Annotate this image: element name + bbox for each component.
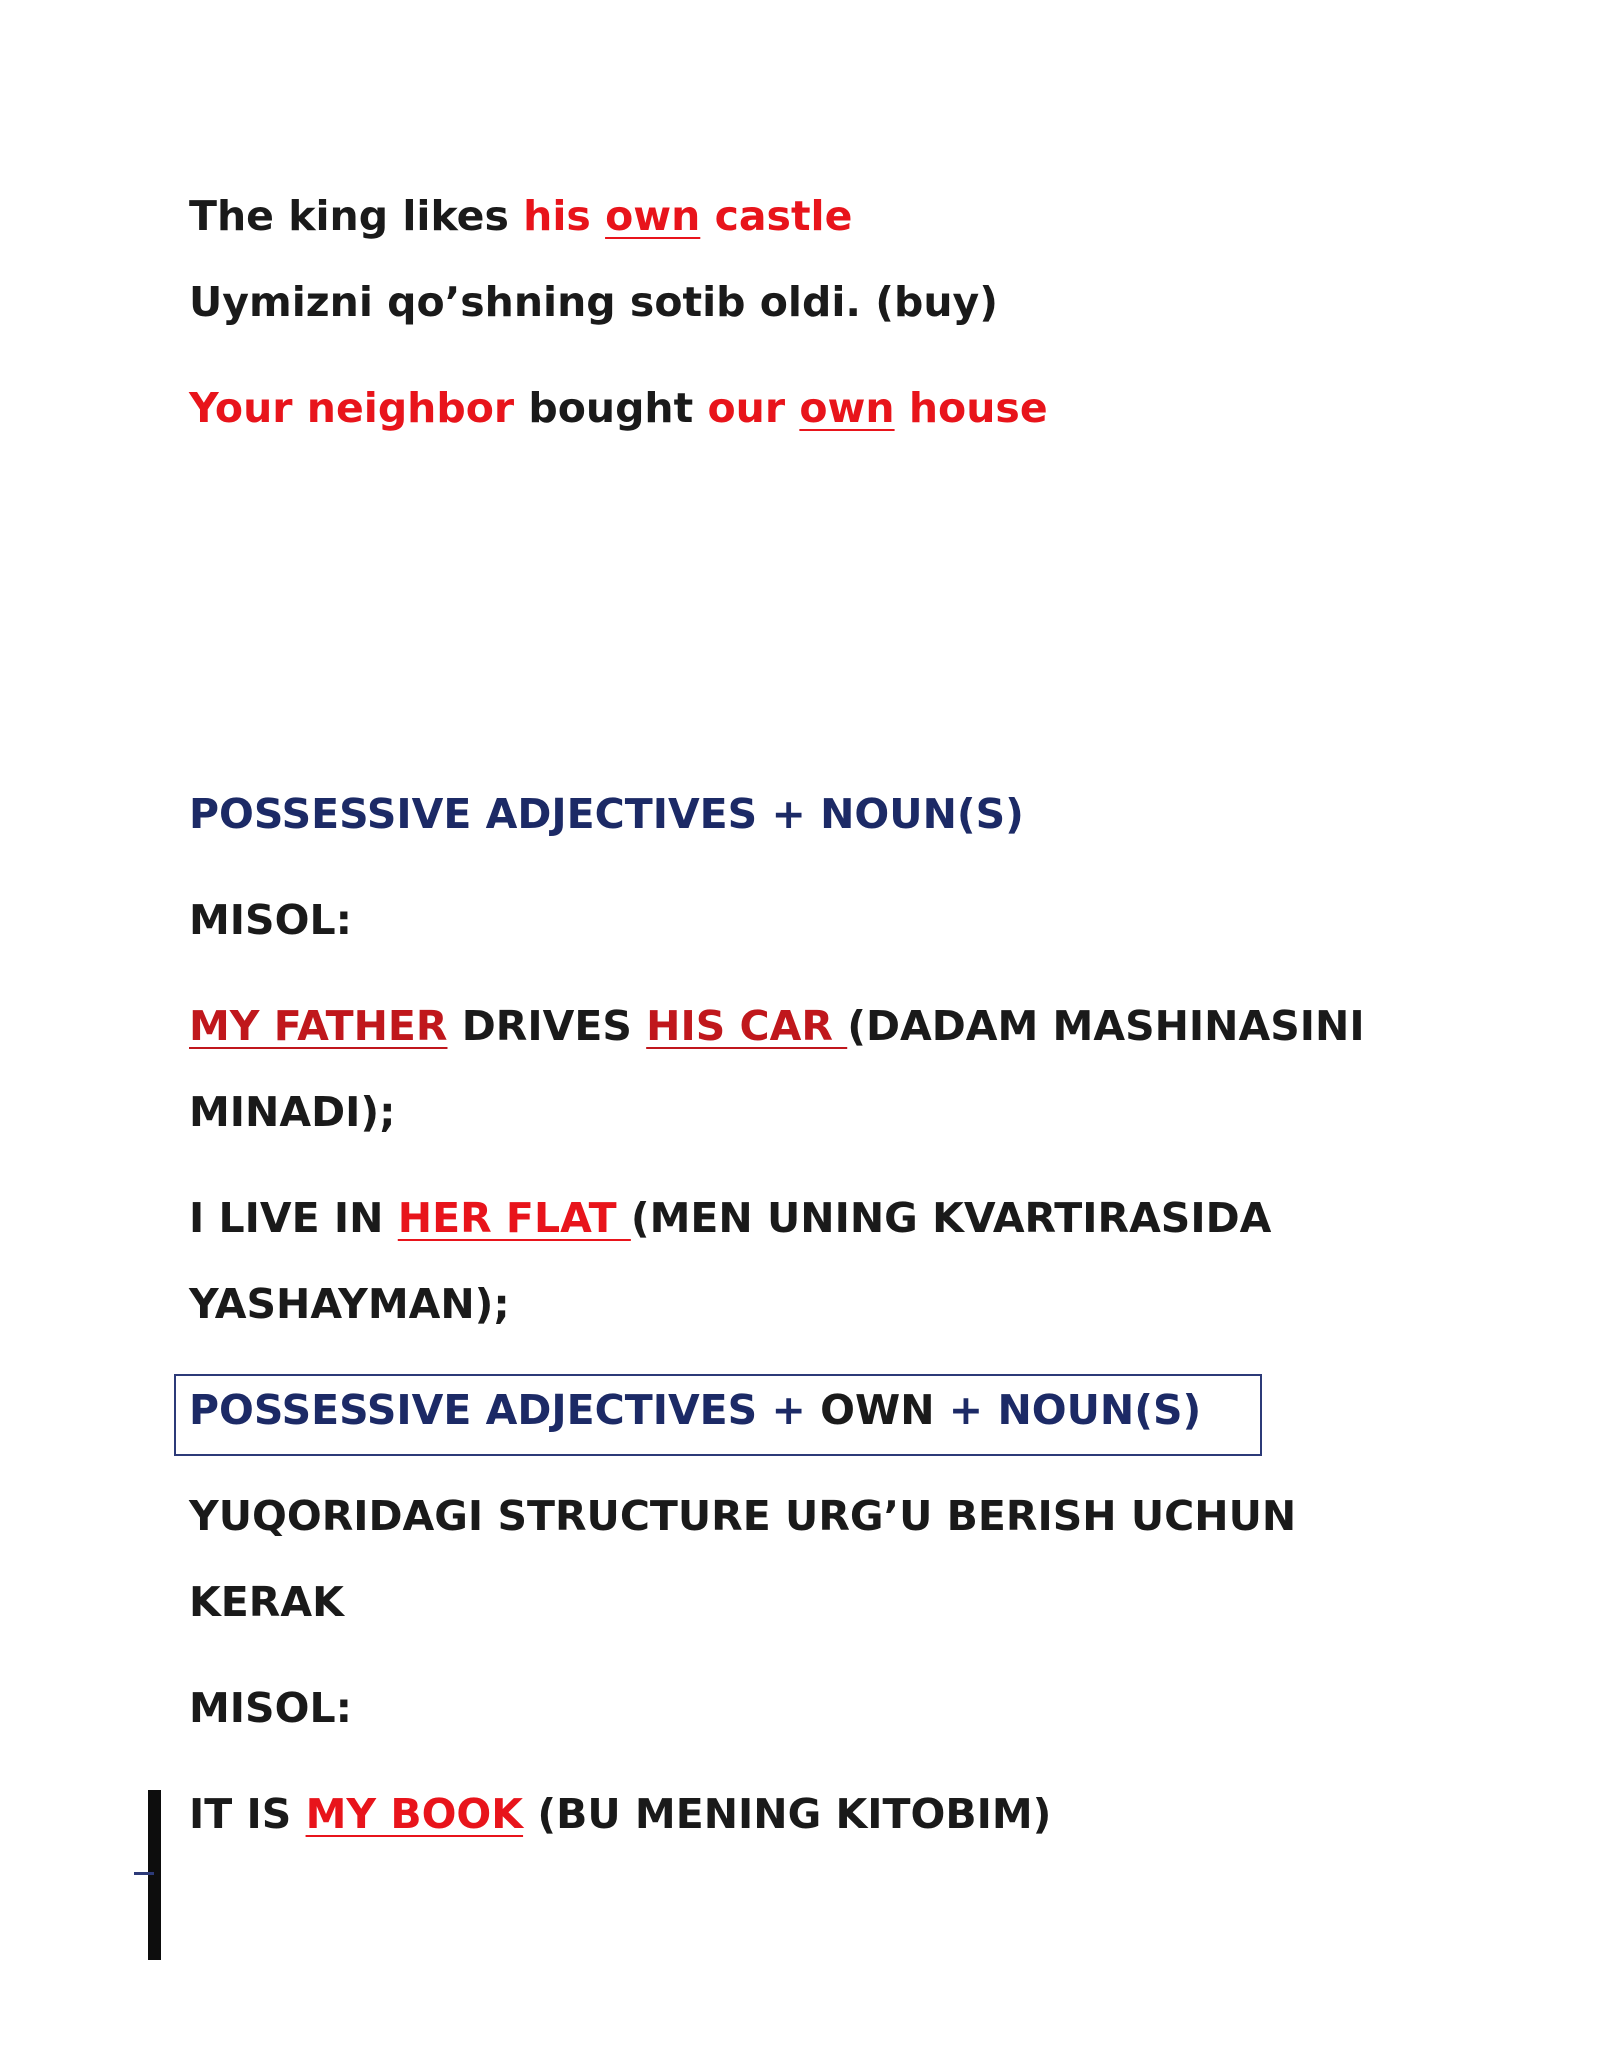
example-my-father-cont: MINADI); xyxy=(189,1088,396,1136)
note-structure-emphasis-cont: KERAK xyxy=(189,1578,344,1626)
text-cursor xyxy=(148,1790,161,1960)
line-text: bought xyxy=(514,384,708,432)
line-text: The king likes xyxy=(189,192,524,240)
highlight-my-book: MY BOOK xyxy=(305,1790,524,1838)
example-my-book xyxy=(189,1790,1052,1838)
heading-part: NOUN(S) xyxy=(997,1386,1202,1434)
example-her-flat-cont: YASHAYMAN); xyxy=(189,1280,510,1328)
plus-sign: + xyxy=(934,1386,998,1434)
example-my-father xyxy=(189,1002,1365,1050)
line-text: (DADAM MASHINASINI xyxy=(847,1002,1365,1050)
highlight-own: own xyxy=(605,192,701,240)
highlight-house: house xyxy=(894,384,1048,432)
line-neighbor-house xyxy=(189,384,1048,432)
highlight-own: own xyxy=(799,384,895,432)
text-cursor-tick xyxy=(134,1872,154,1875)
line-uzbek-sentence: Uymizni qo’shning sotib oldi. (buy) xyxy=(189,278,998,326)
plus-sign: + xyxy=(757,1386,821,1434)
line-text: I LIVE IN xyxy=(189,1194,398,1242)
highlight-our: our xyxy=(707,384,800,432)
highlight-castle: castle xyxy=(700,192,853,240)
heading-possessive-adjectives-noun: POSSESSIVE ADJECTIVES + NOUN(S) xyxy=(189,790,1024,838)
note-structure-emphasis: YUQORIDAGI STRUCTURE URG’U BERISH UCHUN xyxy=(189,1492,1297,1540)
heading-part: POSSESSIVE ADJECTIVES xyxy=(189,1386,758,1434)
highlight-his-car: HIS CAR xyxy=(646,1002,848,1050)
highlight-his: his xyxy=(523,192,606,240)
heading-possessive-own-noun xyxy=(189,1386,1202,1434)
label-misol: MISOL: xyxy=(189,1684,352,1732)
line-text: (MEN UNING KVARTIRASIDA xyxy=(630,1194,1272,1242)
highlight-her-flat: HER FLAT xyxy=(397,1194,631,1242)
line-text: IT IS xyxy=(189,1790,306,1838)
line-text: (BU MENING KITOBIM) xyxy=(523,1790,1052,1838)
line-text: DRIVES xyxy=(447,1002,647,1050)
highlight-my-father: MY FATHER xyxy=(189,1002,448,1050)
example-her-flat xyxy=(189,1194,1272,1242)
heading-part-own: OWN xyxy=(820,1386,935,1434)
line-king-castle xyxy=(189,192,853,240)
label-misol: MISOL: xyxy=(189,896,352,944)
highlight-your-neighbor: Your neighbor xyxy=(189,384,515,432)
